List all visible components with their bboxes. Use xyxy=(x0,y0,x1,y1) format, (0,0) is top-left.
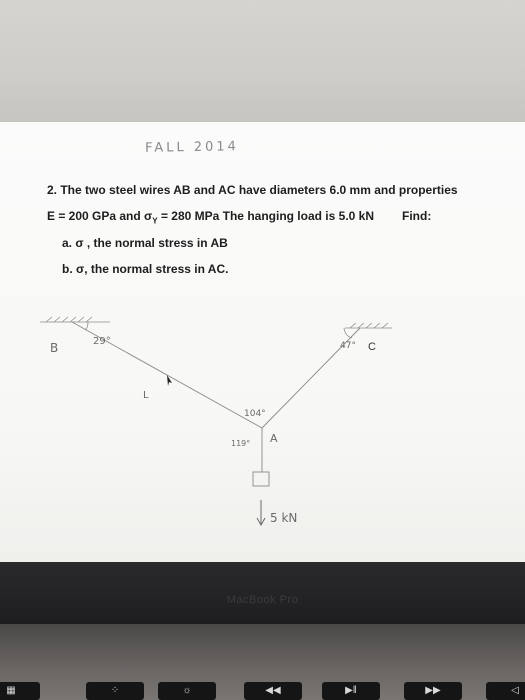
find-label: Find: xyxy=(402,209,432,223)
label-b: B xyxy=(50,341,59,355)
problem-line-1-text: 2. The two steel wires AB and AC have diameters 6.0 mm and properties xyxy=(47,183,458,197)
angle-c-label: 47° xyxy=(340,341,356,351)
support-c-hatch xyxy=(345,323,392,328)
mission-control-key[interactable]: ▦ xyxy=(0,682,40,700)
yield-subscript: Y xyxy=(152,216,158,226)
problem-line-1 xyxy=(47,183,458,197)
problem-line-2 xyxy=(47,209,431,225)
load-text: = 280 MPa The hanging load is 5.0 kN xyxy=(157,209,375,223)
angle-top-label: 104° xyxy=(244,409,266,419)
part-b-text: b. σ, the normal stress in AC. xyxy=(62,262,229,276)
support-b-hatch xyxy=(40,317,110,322)
angle-b-label: 29° xyxy=(93,336,111,347)
part-b xyxy=(62,262,228,276)
part-a xyxy=(62,236,228,250)
keyboard-brightness-up-key[interactable]: ☼ xyxy=(158,682,216,700)
truss-diagram xyxy=(0,300,525,540)
fast-forward-key[interactable]: ▶▶ xyxy=(404,682,462,700)
brand-label: MacBook Pro xyxy=(226,594,299,606)
monitor-bottom-bezel xyxy=(0,562,525,624)
load-label: 5 kN xyxy=(270,511,298,525)
part-a-text: a. σ , the normal stress in AB xyxy=(62,236,228,250)
mute-key[interactable]: ◁ xyxy=(486,682,525,700)
label-a: A xyxy=(270,432,278,445)
rewind-key[interactable]: ◀◀ xyxy=(244,682,302,700)
label-c: C xyxy=(368,341,376,353)
monitor-top-bezel xyxy=(0,0,525,122)
keyboard-brightness-down-key[interactable]: ⁘ xyxy=(86,682,144,700)
load-block xyxy=(253,472,269,486)
label-l: L xyxy=(143,390,149,401)
play-pause-key[interactable]: ▶‖ xyxy=(322,682,380,700)
properties-text: E = 200 GPa and σ xyxy=(47,209,153,223)
angle-left-label: 119° xyxy=(231,439,251,448)
angle-c-arc xyxy=(344,328,352,338)
handwritten-header: FALL 2014 xyxy=(144,139,240,156)
angle-b-arc xyxy=(85,322,88,330)
